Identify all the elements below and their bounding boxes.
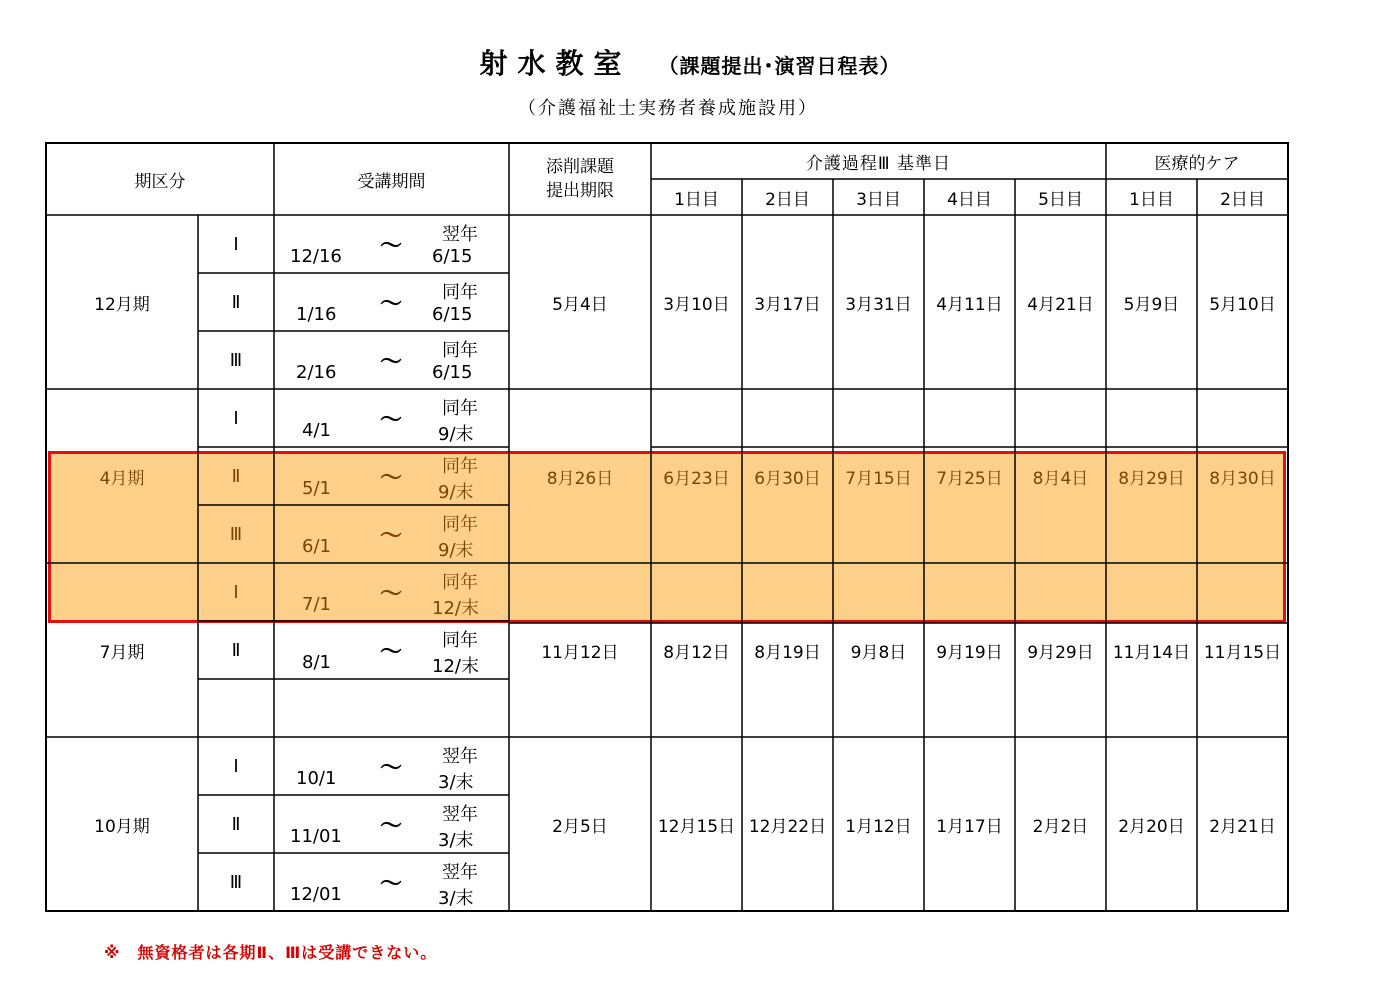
header-day-3: 3日目 — [856, 189, 901, 210]
period-start: 2/16 — [296, 362, 337, 383]
care-process-date: 8月4日 — [1032, 468, 1089, 489]
care-process-date: 12月15日 — [657, 816, 736, 837]
period-end-year: 同年 — [442, 340, 478, 361]
period-range-separator: ～ — [380, 872, 403, 897]
header-day-2: 2日目 — [765, 189, 810, 210]
period-start: 5/1 — [302, 478, 331, 499]
period-start: 6/1 — [302, 536, 331, 557]
term-label: 10月期 — [94, 816, 150, 837]
medical-care-date: 11月15日 — [1203, 642, 1282, 663]
period-range-separator: ～ — [380, 814, 403, 839]
period-end-year: 翌年 — [442, 804, 478, 825]
header-day-5: 5日目 — [1038, 189, 1083, 210]
header-deadline — [509, 146, 651, 212]
care-process-date: 7月25日 — [936, 468, 1003, 489]
header-deadline-line1: 添削課題 — [546, 157, 614, 177]
period-range-separator: ～ — [380, 582, 403, 607]
deadline-date: 2月5日 — [552, 816, 608, 837]
care-process-date: 12月22日 — [748, 816, 827, 837]
header-deadline-line2: 提出期限 — [546, 181, 614, 201]
period-end-date: 12/末 — [432, 598, 479, 619]
period-end-date: 6/15 — [432, 304, 473, 325]
period-roman: Ⅱ — [231, 291, 241, 313]
care-process-date: 8月19日 — [754, 642, 821, 663]
period-roman: Ⅱ — [231, 465, 241, 487]
period-start: 10/1 — [296, 768, 337, 789]
subtitle: （介護福祉士実務者養成施設用） — [518, 98, 818, 119]
period-roman: Ⅱ — [231, 639, 241, 661]
period-end-year: 翌年 — [442, 862, 478, 883]
care-process-date: 8月12日 — [663, 642, 730, 663]
period-roman: Ⅰ — [233, 233, 239, 255]
header-med-day-2: 2日目 — [1220, 189, 1265, 210]
period-end-date: 3/末 — [438, 772, 474, 793]
period-end-date: 6/15 — [432, 246, 473, 267]
medical-care-date: 5月10日 — [1209, 294, 1276, 315]
care-process-date: 6月23日 — [663, 468, 730, 489]
period-end-date: 9/末 — [438, 540, 474, 561]
header-med-day-1: 1日目 — [1129, 189, 1174, 210]
title-sub: （課題提出･演習日程表） — [658, 54, 901, 78]
care-process-date: 9月29日 — [1027, 642, 1094, 663]
care-process-date: 3月31日 — [845, 294, 912, 315]
period-start: 11/01 — [290, 826, 342, 847]
period-end-year: 同年 — [442, 282, 478, 303]
footnote: ※ 無資格者は各期Ⅱ、Ⅲは受講できない。 — [104, 943, 438, 962]
title-main: 射水教室 — [479, 47, 632, 80]
period-start: 12/01 — [290, 884, 342, 905]
deadline-date: 11月12日 — [541, 642, 619, 663]
period-range-separator: ～ — [380, 234, 403, 259]
period-end-date: 9/末 — [438, 482, 474, 503]
period-roman: Ⅰ — [233, 581, 239, 603]
period-roman: Ⅰ — [233, 755, 239, 777]
term-label: 12月期 — [94, 294, 150, 315]
care-process-date: 3月17日 — [754, 294, 821, 315]
period-end-year: 翌年 — [442, 224, 478, 245]
period-range-separator: ～ — [380, 350, 403, 375]
medical-care-date: 11月14日 — [1112, 642, 1191, 663]
medical-care-date: 8月30日 — [1209, 468, 1276, 489]
term-label: 7月期 — [99, 642, 145, 663]
care-process-date: 9月8日 — [850, 642, 907, 663]
period-range-separator: ～ — [380, 408, 403, 433]
period-end-date: 9/末 — [438, 424, 474, 445]
deadline-date: 5月4日 — [552, 294, 608, 315]
header-day-1: 1日目 — [674, 189, 719, 210]
period-end-year: 同年 — [442, 456, 478, 477]
period-end-year: 翌年 — [442, 746, 478, 767]
period-end-year: 同年 — [442, 398, 478, 419]
header-medical-care: 医療的ケア — [1154, 153, 1240, 174]
period-start: 12/16 — [290, 246, 342, 267]
term-label: 4月期 — [99, 468, 145, 489]
period-start: 4/1 — [302, 420, 331, 441]
period-range-separator: ～ — [380, 756, 403, 781]
care-process-date: 4月11日 — [936, 294, 1003, 315]
period-roman: Ⅲ — [229, 523, 243, 545]
medical-care-date: 2月20日 — [1118, 816, 1185, 837]
header-day-4: 4日目 — [947, 189, 992, 210]
care-process-date: 4月21日 — [1027, 294, 1094, 315]
medical-care-date: 5月9日 — [1123, 294, 1180, 315]
period-end-year: 同年 — [442, 514, 478, 535]
care-process-date: 2月2日 — [1032, 816, 1089, 837]
period-end-date: 3/末 — [438, 888, 474, 909]
header-period: 受講期間 — [357, 171, 426, 192]
header-term: 期区分 — [134, 171, 186, 192]
medical-care-date: 2月21日 — [1209, 816, 1276, 837]
period-end-date: 3/末 — [438, 830, 474, 851]
period-range-separator: ～ — [380, 640, 403, 665]
care-process-date: 1月12日 — [845, 816, 912, 837]
care-process-date: 9月19日 — [936, 642, 1003, 663]
period-range-separator: ～ — [380, 524, 403, 549]
care-process-date: 1月17日 — [936, 816, 1003, 837]
period-roman: Ⅲ — [229, 349, 243, 371]
period-roman: Ⅱ — [231, 813, 241, 835]
period-start: 1/16 — [296, 304, 337, 325]
care-process-date: 3月10日 — [663, 294, 730, 315]
care-process-date: 7月15日 — [845, 468, 912, 489]
period-start: 7/1 — [302, 594, 331, 615]
period-start: 8/1 — [302, 652, 331, 673]
period-end-year: 同年 — [442, 572, 478, 593]
period-range-separator: ～ — [380, 466, 403, 491]
period-end-date: 6/15 — [432, 362, 473, 383]
care-process-date: 6月30日 — [754, 468, 821, 489]
period-end-year: 同年 — [442, 630, 478, 651]
medical-care-date: 8月29日 — [1118, 468, 1185, 489]
period-roman: Ⅰ — [233, 407, 239, 429]
period-roman: Ⅲ — [229, 871, 243, 893]
deadline-date: 8月26日 — [546, 468, 614, 489]
header-care-process: 介護過程Ⅲ 基準日 — [805, 153, 952, 174]
period-range-separator: ～ — [380, 292, 403, 317]
period-end-date: 12/末 — [432, 656, 479, 677]
